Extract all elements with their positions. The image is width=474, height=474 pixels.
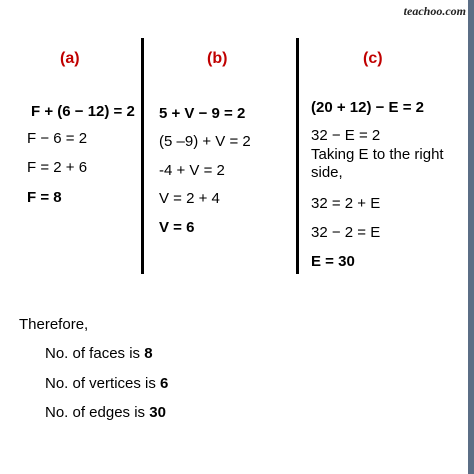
conclusion-edges-value: 30 (149, 404, 166, 421)
column-c-line-2: 32 − E = 2 (311, 127, 381, 144)
column-a-line-2: F − 6 = 2 (27, 130, 88, 147)
conclusion-vertices-text: No. of vertices is (45, 375, 161, 392)
column-a-line-1: F + (6 − 12) = 2 (31, 103, 135, 120)
column-b-line-3: -4 + V = 2 (159, 162, 225, 179)
conclusion-vertices-value: 6 (160, 375, 169, 392)
column-b-line-1: 5 + V − 9 = 2 (159, 105, 246, 122)
column-b-heading: (b) (207, 50, 228, 67)
column-c-line-1: (20 + 12) − E = 2 (311, 99, 424, 116)
conclusion-label: Therefore, (19, 316, 89, 333)
column-b-line-2: (5 –9) + V = 2 (159, 133, 251, 150)
teachoo-watermark: teachoo.com (403, 4, 466, 18)
column-b-line-4: V = 2 + 4 (159, 190, 220, 207)
column-c-heading: (c) (363, 50, 383, 67)
conclusion-faces (45, 345, 153, 362)
column-c-line-5: 32 − 2 = E (311, 224, 381, 241)
conclusion-faces-value: 8 (144, 345, 153, 362)
column-c-line-4: 32 = 2 + E (311, 195, 381, 212)
column-b-result: V = 6 (159, 219, 195, 236)
column-a-line-3: F = 2 + 6 (27, 159, 88, 176)
column-divider-right (296, 38, 299, 274)
column-a-result: F = 8 (27, 189, 62, 206)
column-divider-left (141, 38, 144, 274)
scrollbar[interactable] (468, 0, 474, 474)
conclusion-edges (45, 404, 166, 421)
column-c-result: E = 30 (311, 253, 355, 270)
conclusion-faces-text: No. of faces is (45, 345, 145, 362)
conclusion-vertices (45, 375, 168, 392)
conclusion-edges-text: No. of edges is (45, 404, 150, 421)
column-a-heading: (a) (60, 50, 80, 67)
column-c-line-3: Taking E to the right side, (311, 146, 444, 181)
